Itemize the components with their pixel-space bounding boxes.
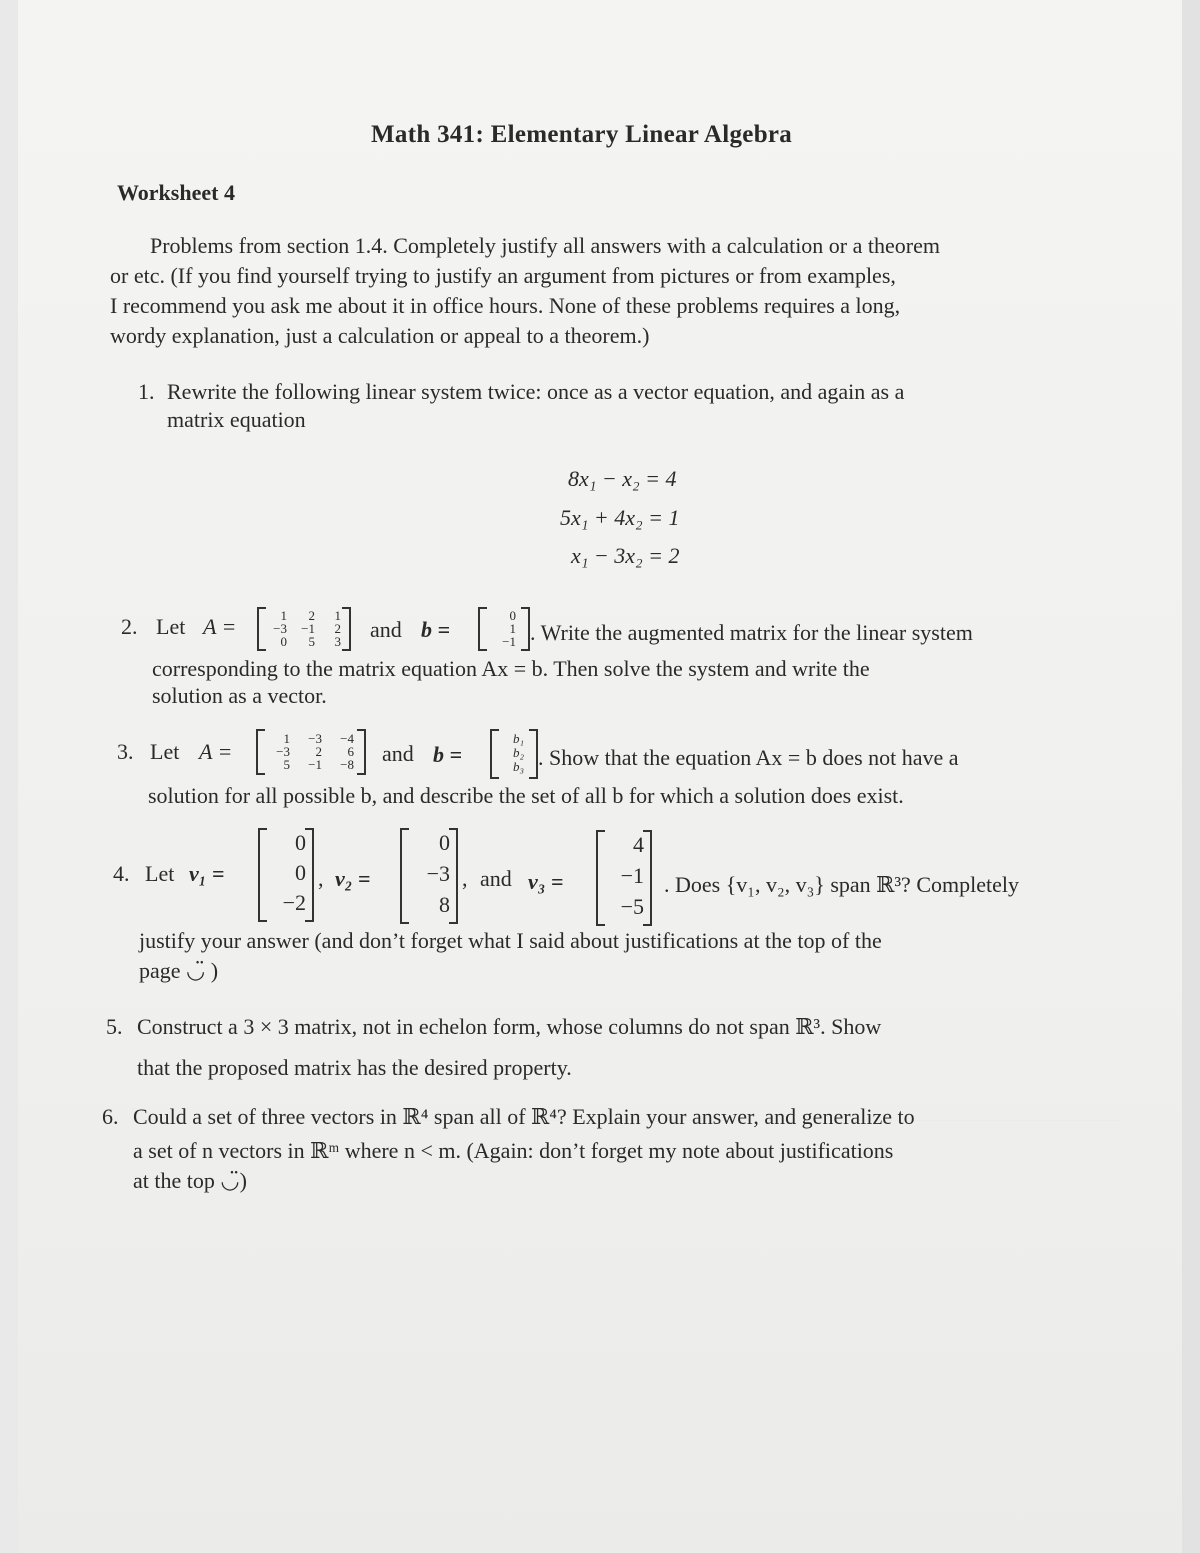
problem-2-number: 2. xyxy=(121,614,138,639)
matrix-cell: −1 xyxy=(301,621,315,636)
matrix-cell: 1 xyxy=(280,608,287,623)
intro-line-3: I recommend you ask me about it in office hours. None of these problems requires a long, xyxy=(110,293,901,318)
matrix-cell: −3 xyxy=(308,731,322,746)
matrix-cell: 5 xyxy=(308,634,315,649)
problem-6-line-2: a set of n vectors in ℝᵐ where n < m. (Again: don’t forget my note about justifications xyxy=(133,1138,894,1163)
matrix-cell: 2 xyxy=(308,608,315,623)
problem-3-let: Let xyxy=(150,739,180,764)
problem-4-line-2: justify your answer (and don’t forget what I said about justifications at the top of the xyxy=(139,928,882,953)
worksheet-heading: Worksheet 4 xyxy=(117,180,235,205)
page-title: Math 341: Elementary Linear Algebra xyxy=(371,121,793,148)
problem-5-line-1: Construct a 3 × 3 matrix, not in echelon form, whose columns do not span ℝ³. Show xyxy=(137,1014,882,1039)
matrix-A-problem-2 xyxy=(257,607,351,651)
problem-4-v2-label: v₂ = xyxy=(335,866,371,891)
problem-4-number: 4. xyxy=(113,861,130,886)
problem-1-line-1: Rewrite the following linear system twice: once as a vector equation, and again as a xyxy=(167,379,905,404)
problem-3-number: 3. xyxy=(117,739,134,764)
vector-cell: −3 xyxy=(426,861,450,886)
problem-3-b-label: b = xyxy=(433,742,463,767)
vector-cell: −1 xyxy=(502,634,516,649)
vector-cell: −2 xyxy=(282,890,306,915)
problem-3-line-1-rest: . Show that the equation Ax = b does not have a xyxy=(538,745,959,770)
problem-6-line-1: Could a set of three vectors in ℝ⁴ span all of ℝ⁴? Explain your answer, and generalize to xyxy=(133,1104,915,1129)
system-equation-3: x₁ − 3x₂ = 2 xyxy=(571,543,680,568)
vector-cell: b₁ xyxy=(512,731,524,746)
matrix-cell: −4 xyxy=(340,731,354,746)
matrix-cell: 1 xyxy=(283,731,290,746)
matrix-A-problem-3 xyxy=(256,729,366,775)
vector-cell: 0 xyxy=(509,608,516,623)
left-background-edge xyxy=(0,0,18,1553)
vector-v3 xyxy=(596,830,652,926)
problem-4-and: and xyxy=(480,866,512,891)
system-equation-1: 8x₁ − x₂ = 4 xyxy=(568,466,677,491)
problem-2-and: and xyxy=(370,617,402,642)
problem-6-number: 6. xyxy=(102,1104,119,1129)
problem-4-line-1-rest: . Does {v₁, v₂, v₃} span ℝ³? Completely xyxy=(664,872,1019,897)
matrix-cell: 2 xyxy=(315,744,322,759)
matrix-cell: 2 xyxy=(334,621,341,636)
intro-line-1: Problems from section 1.4. Completely justify all answers with a calculation or a theorem xyxy=(150,233,940,258)
vector-cell: 0 xyxy=(295,860,306,885)
problem-2-b-label: b = xyxy=(421,617,451,642)
problem-2-line-2: corresponding to the matrix equation Ax = b. Then solve the system and write the xyxy=(152,656,870,681)
problem-1-number: 1. xyxy=(138,379,155,404)
vector-cell: b₂ xyxy=(512,745,524,760)
vector-cell: 0 xyxy=(439,830,450,855)
problem-4-line-3: page ◡̈ ) xyxy=(139,958,219,983)
vector-b-problem-3 xyxy=(490,729,538,779)
problem-3-and: and xyxy=(382,741,414,766)
vector-v1 xyxy=(258,828,314,922)
vector-cell: −1 xyxy=(620,863,644,888)
problem-4-v1-label: v₁ = xyxy=(189,861,225,886)
matrix-cell: −3 xyxy=(273,621,287,636)
problem-3-line-2: solution for all possible b, and describe the set of all b for which a solution does exist. xyxy=(148,783,904,808)
vector-v2 xyxy=(400,828,458,924)
problem-4-let: Let xyxy=(145,861,175,886)
vector-cell: 4 xyxy=(633,832,644,857)
problem-2-line-3: solution as a vector. xyxy=(152,683,327,708)
matrix-cell: −8 xyxy=(340,757,354,772)
comma: , xyxy=(462,866,468,891)
vector-cell: −5 xyxy=(620,894,644,919)
matrix-cell: −3 xyxy=(276,744,290,759)
vector-cell: b₃ xyxy=(512,759,524,774)
matrix-cell: 6 xyxy=(347,744,354,759)
matrix-cell: 3 xyxy=(334,634,341,649)
vector-b-problem-2 xyxy=(478,607,530,651)
problem-5-line-2: that the proposed matrix has the desired property. xyxy=(137,1055,572,1080)
problem-3-A-label: A = xyxy=(199,739,233,764)
vector-cell: 8 xyxy=(439,892,450,917)
vector-cell: 1 xyxy=(509,621,516,636)
problem-1-line-2: matrix equation xyxy=(167,407,306,432)
problem-4-v3-label: v₃ = xyxy=(528,869,564,894)
problem-6-line-3: at the top ◡̈) xyxy=(133,1168,247,1193)
vector-cell: 0 xyxy=(295,830,306,855)
problem-5-number: 5. xyxy=(106,1014,123,1039)
problem-2-A-label: A = xyxy=(203,614,237,639)
intro-line-4: wordy explanation, just a calculation or appeal to a theorem.) xyxy=(110,323,650,348)
matrix-cell: 0 xyxy=(280,634,287,649)
comma: , xyxy=(318,866,324,891)
system-equation-2: 5x₁ + 4x₂ = 1 xyxy=(560,505,680,530)
problem-2-line-1-rest: . Write the augmented matrix for the linear system xyxy=(530,620,973,645)
problem-2-let: Let xyxy=(156,614,186,639)
matrix-cell: 5 xyxy=(283,757,290,772)
matrix-cell: 1 xyxy=(334,608,341,623)
matrix-cell: −1 xyxy=(308,757,322,772)
intro-line-2: or etc. (If you find yourself trying to justify an argument from pictures or from examples, xyxy=(110,263,896,288)
right-background-edge xyxy=(1182,0,1200,1553)
